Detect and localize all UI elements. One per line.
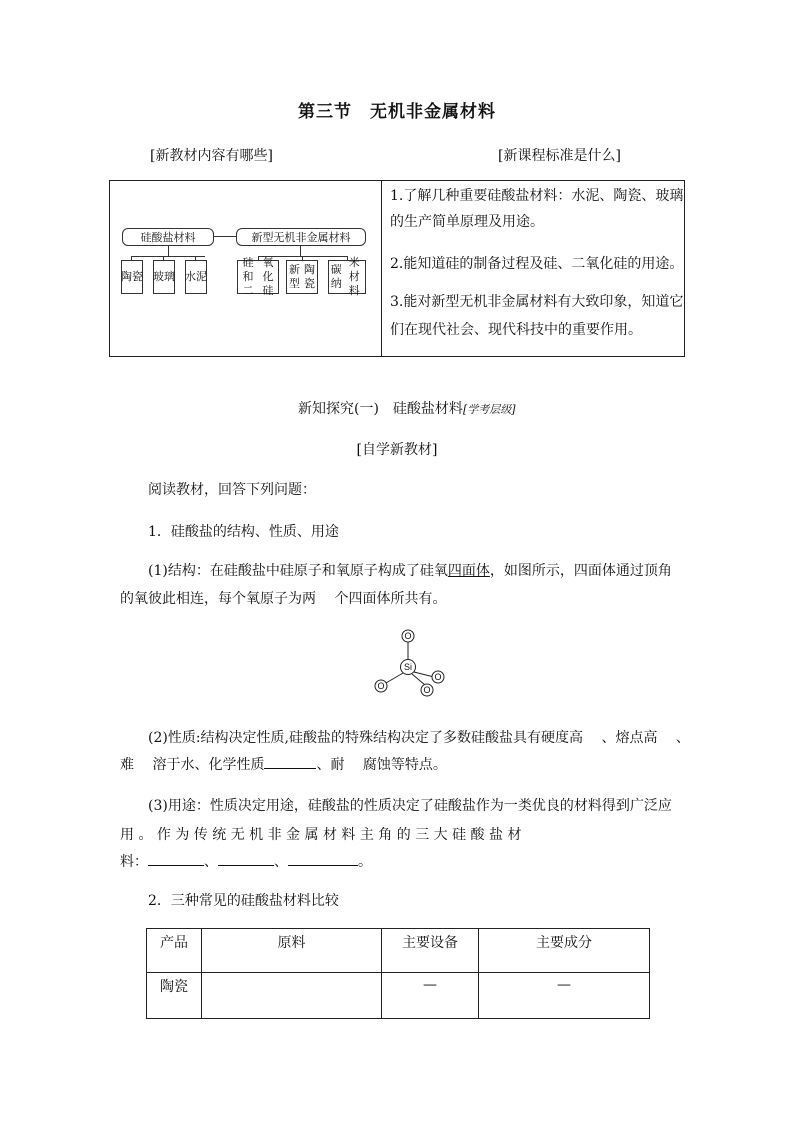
table-row bbox=[147, 973, 650, 1019]
connector-line bbox=[131, 256, 205, 257]
table-header-cell: 原料 bbox=[202, 929, 382, 973]
usage-paragraph-line2: 用 。 作 为 传 统 无 机 非 金 属 材 料 主 角 的 三 大 硅 酸 盐 材 bbox=[120, 827, 522, 843]
usage-paragraph: (3)用途：性质决定用途，硅酸盐的性质决定了硅酸盐作为一类优良的材料得到广泛应 bbox=[148, 798, 672, 814]
level-tag: [学考层级] bbox=[462, 403, 516, 416]
table-cell: 陶瓷 bbox=[147, 973, 202, 1019]
content-standards-table bbox=[109, 180, 685, 357]
ceramics-box: 陶 瓷 bbox=[121, 260, 143, 294]
table-header-row bbox=[147, 929, 650, 973]
answer-blank[interactable] bbox=[148, 852, 204, 866]
table-cell: — bbox=[382, 973, 479, 1019]
section-heading: 新知探究(一) 硅酸盐材料[学考层级] bbox=[298, 401, 516, 417]
standard-line: 2.能知道硅的制备过程及硅、二氧化硅的用途。 bbox=[390, 256, 684, 272]
new-materials-box: 新型无机非金属材料 bbox=[236, 228, 366, 246]
usage-paragraph-line3: 料： 、 、 。 bbox=[120, 854, 372, 870]
table-cell bbox=[202, 973, 382, 1019]
property-paragraph-line2: 难 溶于水、化学性质 、耐 腐蚀等特点。 bbox=[120, 757, 447, 773]
standard-line: 的生产简单原理及用途。 bbox=[390, 214, 544, 230]
question-1: 1．硅酸盐的结构、性质、用途 bbox=[148, 524, 339, 540]
structure-paragraph: (1)结构：在硅酸盐中硅原子和氧原子构成了硅氧四面体，如图所示，四面体通过顶角 bbox=[148, 563, 672, 579]
section-subheading: [自学新教材] bbox=[356, 442, 438, 458]
silicate-materials-box: 硅酸盐材料 bbox=[122, 228, 214, 246]
glass-box: 玻 璃 bbox=[153, 260, 175, 294]
intro-text: 阅读教材，回答下列问题： bbox=[148, 482, 316, 498]
silicon-atom-label: Si bbox=[403, 662, 413, 672]
right-header: [新课程标准是什么] bbox=[498, 148, 621, 164]
table-header-cell: 产品 bbox=[147, 929, 202, 973]
table-cell: — bbox=[479, 973, 650, 1019]
table-header-cell: 主要成分 bbox=[479, 929, 650, 973]
table-header-cell: 主要设备 bbox=[382, 929, 479, 973]
answer-blank[interactable] bbox=[218, 852, 274, 866]
answer-blank[interactable] bbox=[288, 852, 358, 866]
silicon-box: 硅和二 氧化硅 bbox=[237, 260, 279, 294]
connector-line bbox=[214, 236, 236, 237]
oxygen-atom-label: O bbox=[423, 685, 431, 695]
connector-line bbox=[168, 246, 169, 256]
standard-line: 1.了解几种重要硅酸盐材料：水泥、陶瓷、玻璃 bbox=[390, 188, 684, 204]
connector-line bbox=[300, 246, 301, 256]
silicate-comparison-table bbox=[146, 928, 650, 1019]
standard-line: 3.能对新型无机非金属材料有大致印象，知道它 bbox=[390, 294, 684, 310]
oxygen-atom-label: O bbox=[404, 631, 412, 641]
cement-box: 水 泥 bbox=[185, 260, 207, 294]
silicon-oxygen-tetrahedron-figure bbox=[370, 626, 450, 702]
question-2: 2．三种常见的硅酸盐材料比较 bbox=[148, 893, 339, 909]
left-header: [新教材内容有哪些] bbox=[150, 148, 273, 164]
carbon-nano-box: 碳纳 米材料 bbox=[328, 260, 366, 294]
structure-paragraph-line2: 的氧彼此相连，每个氧原子为两 个四面体所共有。 bbox=[120, 591, 447, 607]
page-title: 第三节 无机非金属材料 bbox=[298, 102, 496, 122]
property-paragraph: (2)性质:结构决定性质,硅酸盐的特殊结构决定了多数硅酸盐具有硬度高 、熔点高 、 bbox=[148, 730, 690, 746]
standard-line: 们在现代社会、现代科技中的重要作用。 bbox=[390, 322, 642, 338]
new-ceramics-box: 新型 陶瓷 bbox=[286, 260, 318, 294]
answer-blank[interactable] bbox=[264, 755, 316, 769]
oxygen-atom-label: O bbox=[377, 681, 385, 691]
oxygen-atom-label: O bbox=[434, 672, 442, 682]
table-divider bbox=[381, 181, 382, 356]
